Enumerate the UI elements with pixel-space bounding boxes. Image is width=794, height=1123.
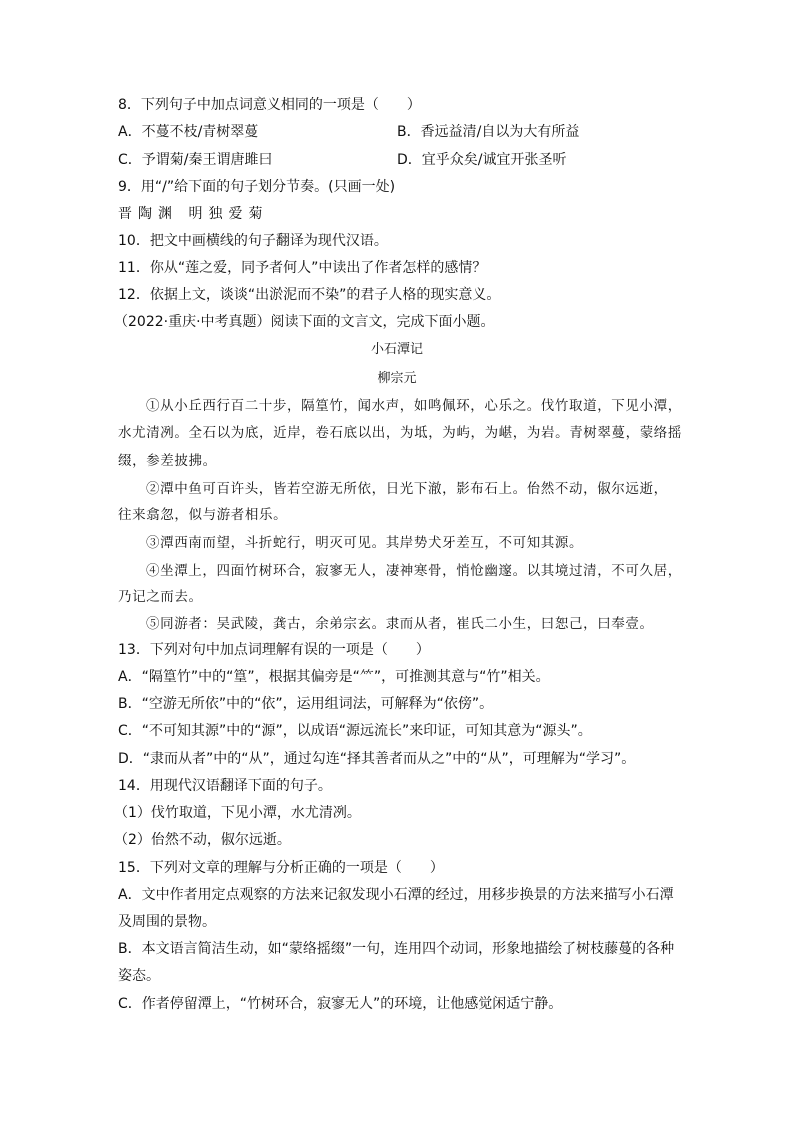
q14-sentence-2: （2）佁然不动，俶尔远逝。 — [114, 832, 291, 848]
passage-p3-line1: ③潭西南而望，斗折蛇行，明灭可见。其岸势犬牙差互，不可知其源。 — [146, 535, 584, 551]
q13-option-c: C．“不可知其源”中的“源”，以成语“源远流长”来印证，可知其意为“源头”。 — [118, 723, 592, 739]
q14-sentence-1: （1）伐竹取道，下见小潭，水尤清冽。 — [114, 805, 361, 821]
q8-option-b: B．香远益清/自以为大有所益 — [397, 124, 580, 140]
passage-p2-line1: ②潭中鱼可百许头，皆若空游无所依，日光下澈，影布石上。佁然不动，俶尔远逝， — [146, 481, 668, 497]
q13-option-d: D．“隶而从者”中的“从”，通过勾连“择其善者而从之”中的“从”，可理解为“学习”。 — [118, 751, 636, 767]
q15-stem: 15．下列对文章的理解与分析正确的一项是（ ） — [118, 860, 444, 876]
q11-stem: 11．你从“莲之爱，同予者何人”中读出了作者怎样的感情？ — [118, 260, 487, 276]
passage-p1-line2: 水尤清冽。全石以为底，近岸，卷石底以出，为坻，为屿，为嵁，为岩。青树翠蔓，蒙络摇 — [118, 425, 682, 441]
q10-stem: 10．把文中画横线的句子翻译为现代汉语。 — [118, 233, 388, 249]
q15-option-c: C．作者停留潭上，“竹树环合，寂寥无人”的环境，让他感觉闲适宁静。 — [118, 996, 563, 1012]
q14-stem: 14．用现代汉语翻译下面的句子。 — [118, 778, 332, 794]
passage-title: 小石潭记 — [370, 342, 423, 357]
passage-p4-line1: ④坐潭上，四面竹树环合，寂寥无人，凄神寒骨，悄怆幽邃。以其境过清，不可久居， — [146, 563, 682, 579]
q15-option-b-line1: B．本文语言简洁生动，如“蒙络摇缀”一句，连用四个动词，形象地描绘了树枝藤蔓的各种 — [118, 941, 675, 957]
q8-option-d: D．宜乎众矣/诚宜开张圣听 — [397, 152, 567, 168]
passage-p1-line3: 缀，参差披拂。 — [118, 453, 217, 469]
reading-intro: （2022·重庆·中考真题）阅读下面的文言文，完成下面小题。 — [114, 314, 495, 330]
q13-option-a: A．“隔篁竹”中的“篁”，根据其偏旁是“⺮”，可推测其意与“竹”相关。 — [118, 669, 550, 685]
q12-stem: 12．依据上文，谈谈“出淤泥而不染”的君子人格的现实意义。 — [118, 287, 501, 303]
q9-sentence: 晋陶渊 明独爱菊 — [118, 206, 269, 222]
q9-stem: 9．用“/”给下面的句子划分节奏。(只画一处) — [118, 179, 396, 195]
q15-option-a-line2: 及周围的景物。 — [118, 914, 216, 930]
passage-p4-line2: 乃记之而去。 — [118, 589, 203, 605]
q15-option-a-line1: A．文中作者用定点观察的方法来记叙发现小石潭的经过，用移步换景的方法来描写小石潭 — [118, 887, 674, 903]
passage-p5-line1: ⑤同游者：吴武陵，龚古，余弟宗玄。隶而从者，崔氏二小生，曰恕己，曰奉壹。 — [146, 616, 654, 632]
q13-option-b: B．“空游无所依”中的“依”，运用组词法，可解释为“依傍”。 — [118, 696, 494, 712]
q8-option-a: A．不蔓不枝/青树翠蔓 — [118, 124, 259, 140]
q15-option-b-line2: 姿态。 — [118, 968, 160, 984]
q8-stem: 8．下列句子中加点词意义相同的一项是（ ） — [118, 97, 421, 113]
passage-author: 柳宗元 — [377, 371, 417, 386]
q13-stem: 13．下列对句中加点词理解有误的一项是（ ） — [118, 642, 430, 658]
passage-p2-line2: 往来翕忽，似与游者相乐。 — [118, 507, 288, 523]
q8-option-c: C．予谓菊/秦王谓唐雎曰 — [118, 152, 273, 168]
passage-p1-line1: ①从小丘西行百二十步，隔篁竹，闻水声，如鸣佩环，心乐之。伐竹取道，下见小潭， — [146, 398, 682, 414]
